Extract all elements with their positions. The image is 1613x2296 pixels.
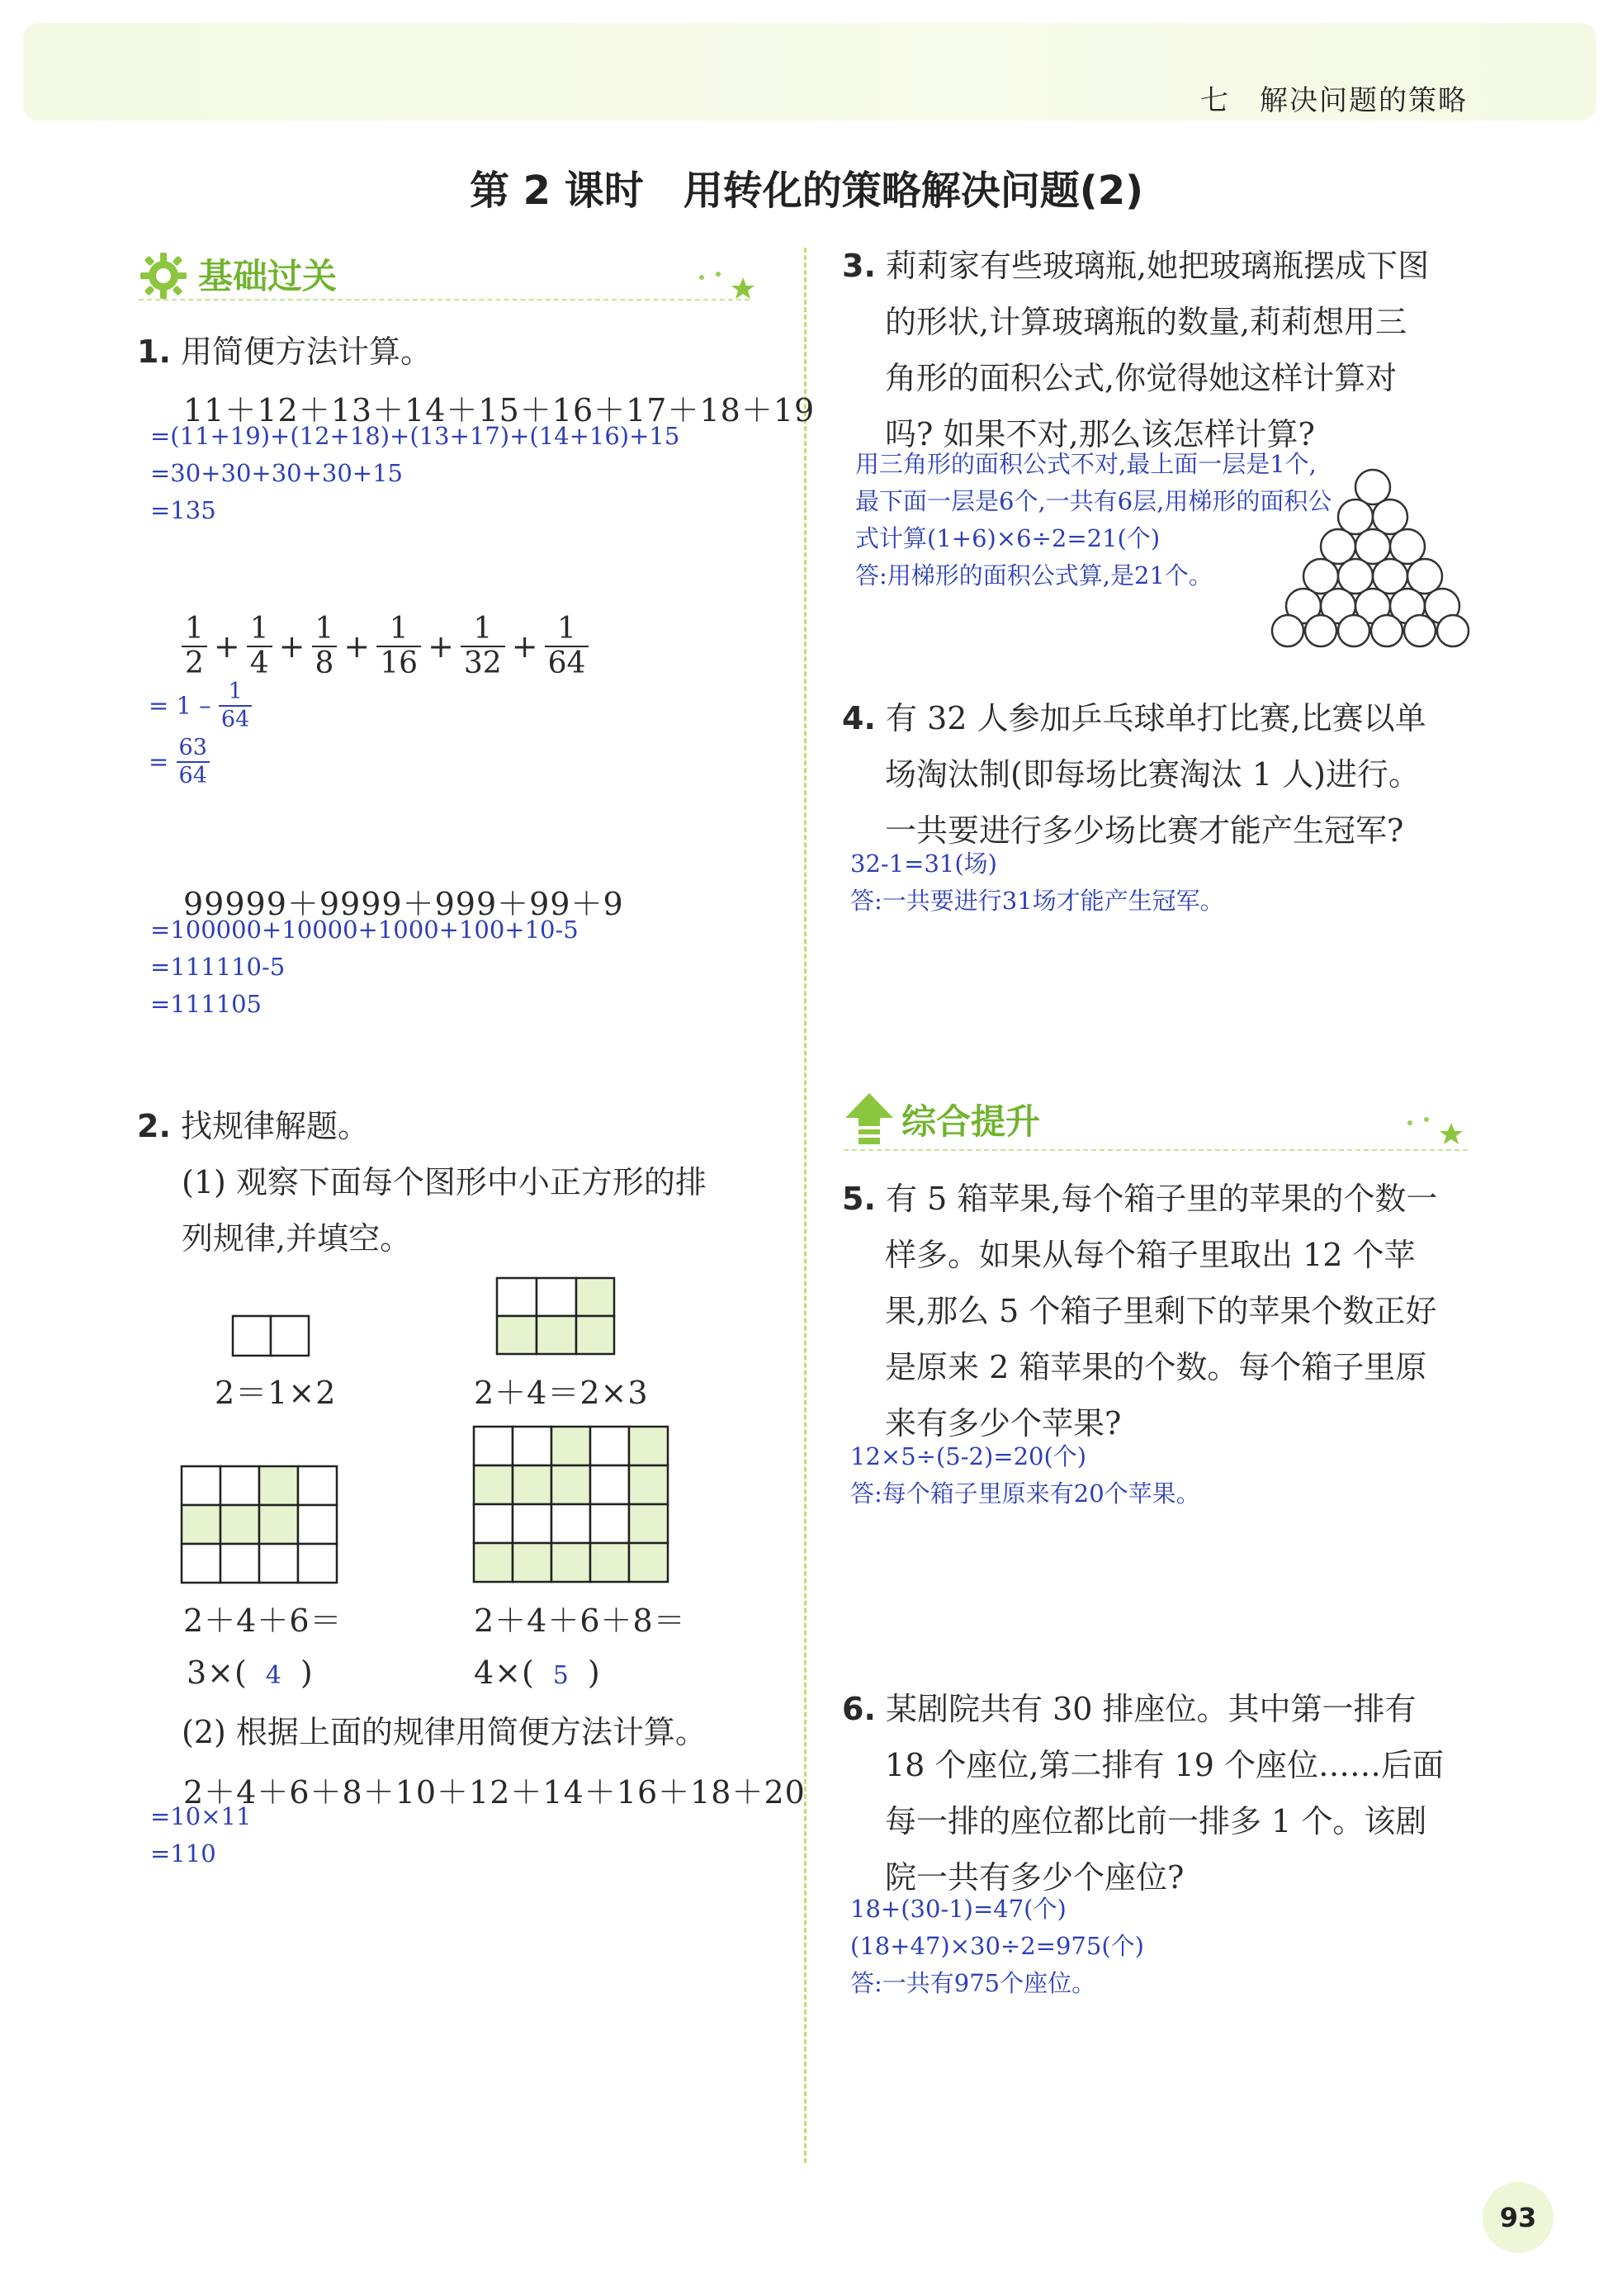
q5-line-3: 果,那么 5 个箱子里剩下的苹果个数正好 bbox=[885, 1293, 1437, 1329]
q2-part2-expression: 2＋4＋6＋8＋10＋12＋14＋16＋18＋20 bbox=[183, 1774, 806, 1811]
pattern-figure-1 bbox=[231, 1314, 314, 1359]
q5-text bbox=[842, 1171, 1437, 1451]
q5-answer-line-1: 12×5÷(5-2)=20(个) bbox=[850, 1442, 1087, 1470]
q4-line-2: 场淘汰制(即每场比赛淘汰 1 人)进行。 bbox=[885, 756, 1420, 793]
q6-answer bbox=[850, 1891, 1144, 2002]
q6-line-2: 18 个座位,第二排有 19 个座位……后面 bbox=[885, 1747, 1445, 1783]
q6-line-4: 院一共有多少个座位? bbox=[885, 1859, 1185, 1896]
figure-4-answer: 5 bbox=[552, 1661, 570, 1690]
section-advanced-title: 综合提升 bbox=[901, 1101, 1041, 1142]
q3-number: 3. bbox=[842, 248, 876, 284]
pattern-figure-4 bbox=[472, 1425, 672, 1587]
section-basic-rule bbox=[139, 299, 750, 301]
section-basic-title: 基础过关 bbox=[198, 256, 338, 296]
q4-answer-line-2: 答:一共要进行31场才能产生冠军。 bbox=[850, 887, 1224, 915]
q3-answer bbox=[855, 446, 1332, 594]
q4-line-3: 一共要进行多少场比赛才能产生冠军? bbox=[885, 812, 1404, 849]
q3-text bbox=[842, 238, 1429, 462]
bottle-triangle-figure bbox=[1270, 467, 1476, 649]
q1c-answer-line-3: =111105 bbox=[150, 990, 263, 1018]
page-number: 93 bbox=[1483, 2182, 1554, 2253]
q5-line-1: 有 5 箱苹果,每个箱子里的苹果的个数一 bbox=[885, 1181, 1438, 1217]
q1a-answer bbox=[150, 418, 679, 529]
q6-number: 6. bbox=[842, 1691, 876, 1727]
figure-2-caption: 2＋4＝2×3 bbox=[474, 1375, 649, 1411]
q5-number: 5. bbox=[842, 1181, 876, 1217]
star-decoration-icon bbox=[1403, 1111, 1469, 1156]
q1b-fraction: $\frac{1}{16}$ bbox=[376, 613, 421, 680]
q5-answer bbox=[850, 1438, 1200, 1513]
q1a-answer-line-1: =(11+19)+(12+18)+(13+17)+(14+16)+15 bbox=[150, 422, 680, 450]
q1b-fraction: $\frac{1}{2}$ bbox=[182, 613, 207, 680]
q4-number: 4. bbox=[842, 700, 876, 736]
q3-line-1: 莉莉家有些玻璃瓶,她把玻璃瓶摆成下图 bbox=[885, 248, 1430, 284]
q2-part2-answer-line-1: =10×11 bbox=[150, 1802, 252, 1830]
q1b-answer-line-2: = $\frac{63}{64}$ bbox=[149, 735, 210, 789]
pattern-figure-2 bbox=[495, 1276, 617, 1359]
q1c-expression: 99999＋9999＋999＋99＋9 bbox=[183, 886, 624, 922]
q2-part2-answer-line-2: =110 bbox=[150, 1839, 216, 1868]
figure-3-answer: 4 bbox=[265, 1661, 282, 1690]
q3-answer-line-2: 最下面一层是6个,一共有6层,用梯形的面积公 bbox=[855, 487, 1332, 515]
q4-answer-line-1: 32-1=31(场) bbox=[850, 850, 997, 878]
q6-answer-line-3: 答:一共有975个座位。 bbox=[850, 1969, 1096, 1997]
q5-line-5: 来有多少个苹果? bbox=[885, 1405, 1122, 1442]
q1b-answer-line-1: = 1 – $\frac{1}{64}$ bbox=[149, 679, 252, 733]
q2-part1-line-1: (1) 观察下面每个图形中小正方形的排 bbox=[182, 1164, 707, 1200]
gear-icon bbox=[139, 251, 188, 304]
q1b-fraction: $\frac{1}{32}$ bbox=[461, 613, 505, 680]
lesson-title: 第 2 课时 用转化的策略解决问题(2) bbox=[469, 168, 1144, 214]
q1-prompt-text: 用简便方法计算。 bbox=[180, 334, 432, 370]
q1c-answer-line-2: =111110-5 bbox=[150, 953, 286, 981]
q1a-answer-line-3: =135 bbox=[150, 496, 216, 524]
q5-answer-line-2: 答:每个箱子里原来有20个苹果。 bbox=[850, 1479, 1200, 1508]
q6-line-3: 每一排的座位都比前一排多 1 个。该剧 bbox=[885, 1803, 1427, 1839]
q2-number: 2. bbox=[137, 1108, 171, 1144]
q2-prompt bbox=[137, 1098, 369, 1154]
pattern-figure-3 bbox=[180, 1465, 340, 1587]
q6-answer-line-2: (18+47)×30÷2=975(个) bbox=[850, 1932, 1144, 1960]
q1b-fraction: $\frac{1}{4}$ bbox=[247, 613, 272, 680]
q3-answer-line-3: 式计算(1+6)×6÷2=21(个) bbox=[855, 524, 1161, 552]
chapter-title: 七 解决问题的策略 bbox=[1200, 84, 1468, 117]
q2-part2-answer bbox=[150, 1798, 251, 1872]
q2-part2: (2) 根据上面的规律用简便方法计算。 bbox=[182, 1714, 707, 1750]
q3-line-4: 吗? 如果不对,那么该怎样计算? bbox=[885, 416, 1315, 452]
q4-text bbox=[842, 690, 1426, 859]
q1c-answer bbox=[150, 911, 579, 1023]
q1-number: 1. bbox=[137, 334, 171, 370]
q1b-fraction: $\frac{1}{8}$ bbox=[312, 613, 338, 680]
q6-answer-line-1: 18+(30-1)=47(个) bbox=[850, 1895, 1067, 1923]
figure-3-caption: 2＋4＋6＝ bbox=[183, 1602, 343, 1639]
figure-1-caption: 2＝1×2 bbox=[215, 1375, 337, 1411]
column-divider bbox=[804, 248, 806, 2163]
figure-4-caption: 2＋4＋6＋8＝ bbox=[474, 1602, 686, 1639]
q3-answer-line-1: 用三角形的面积公式不对,最上面一层是1个, bbox=[855, 450, 1317, 478]
q1a-answer-line-2: =30+30+30+30+15 bbox=[150, 459, 404, 487]
section-advanced-rule bbox=[844, 1149, 1468, 1151]
q4-line-1: 有 32 人参加乒乓球单打比赛,比赛以单 bbox=[885, 700, 1426, 736]
q3-line-3: 角形的面积公式,你觉得她这样计算对 bbox=[885, 360, 1398, 396]
q6-text bbox=[842, 1681, 1444, 1905]
q5-line-2: 样多。如果从每个箱子里取出 12 个苹 bbox=[885, 1237, 1416, 1273]
q1b-fraction: $\frac{1}{64}$ bbox=[545, 613, 589, 680]
q1c-answer-line-1: =100000+10000+1000+100+10-5 bbox=[150, 916, 579, 944]
arrow-up-icon bbox=[844, 1091, 895, 1149]
q1-prompt bbox=[137, 324, 432, 380]
q1a-expression: 11＋12＋13＋14＋15＋16＋17＋18＋19 bbox=[183, 392, 816, 428]
star-decoration-icon bbox=[695, 266, 761, 310]
q5-line-4: 是原来 2 箱苹果的个数。每个箱子里原 bbox=[885, 1349, 1427, 1385]
q4-answer bbox=[850, 845, 1224, 920]
q2-prompt-text: 找规律解题。 bbox=[180, 1108, 369, 1144]
figure-3-fill: 3×( 4 ) bbox=[187, 1655, 314, 1694]
q1b-expression: $\frac{1}{2}$ + $\frac{1}{4}$ + $\frac{1}{8}$ + $\frac{1}{16}$ + $\frac{1}{32}$ + $\frac{1}{64}$ bbox=[180, 613, 590, 680]
q6-line-1: 某剧院共有 30 排座位。其中第一排有 bbox=[885, 1691, 1417, 1727]
figure-4-fill: 4×( 5 ) bbox=[474, 1655, 601, 1694]
q3-line-2: 的形状,计算玻璃瓶的数量,莉莉想用三 bbox=[885, 304, 1407, 340]
q3-answer-line-4: 答:用梯形的面积公式算,是21个。 bbox=[855, 561, 1213, 589]
q2-part1-line-2: 列规律,并填空。 bbox=[182, 1220, 412, 1257]
